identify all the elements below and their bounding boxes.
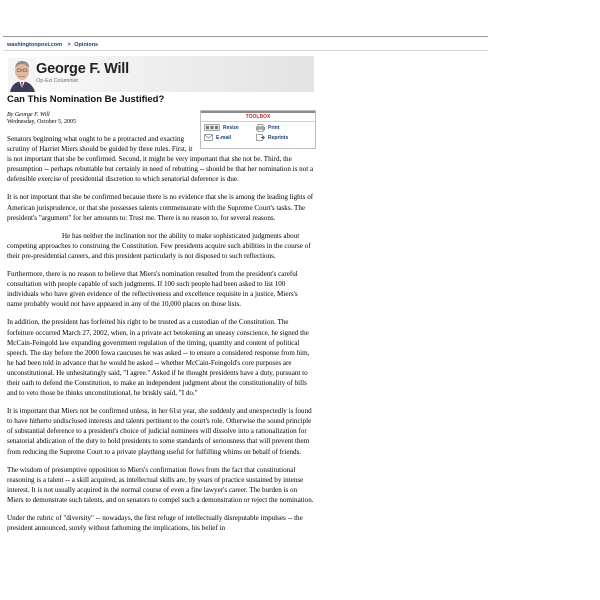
- article-paragraph-6: It is important that Miers not be confirmed unless, in her 61st year, she suddenly and unexpectedly is found to have hitherto undisclosed interests and talents pertinent to the court's role. Otherwise the sound principle of substantial deference to a president's choice of judicial nominees will dissolve into a rationalization for senatorial abdication of the duty to hold presidents to some standards of seriousness that will prevent them from reducing the Supreme Court to a private plaything useful for fulfilling whims on behalf of friends.: [7, 407, 312, 456]
- print-label: Print: [268, 125, 280, 131]
- columnist-banner: [6, 56, 314, 92]
- columnist-subtitle-suffix: Columnist: [53, 78, 78, 84]
- columnist-subtitle: [36, 78, 78, 84]
- resize-label: Resize: [223, 125, 239, 131]
- article-byline: [7, 112, 76, 126]
- article-paragraph-1: Senators beginning what ought to be a protracted and exacting scrutiny of Harriet Miers should be guided by three rules. First, it is not important that she be confirmed. Second, it might be very important that she not be. Third, the presumption -- perhaps rebuttable but certainly in need of rebutting -- should be that her nomination is not a defensible exercise of presidential discretion to which senatorial deference is due.: [7, 135, 314, 184]
- toolbox-title: TOOLBOX: [201, 111, 315, 122]
- columnist-subtitle-prefix: Op-Ed: [36, 78, 52, 84]
- article-paragraph-7: The wisdom of presumptive opposition to Miers's confirmation flows from the fact that constitutional reasoning is a talent -- a skill acquired, as intellectual skills are, by years of practice sustained by intense interest. It is not usually acquired in the normal course of even a fine lawyer's career. The burden is on Miers to demonstrate such talents, and on senators to compel such a demonstration or reject the nomination.: [7, 465, 314, 504]
- email-label: E-mail: [216, 135, 232, 141]
- print-button[interactable]: [256, 125, 296, 132]
- top-divider: [3, 36, 488, 37]
- article-headline: Can This Nomination Be Justified?: [7, 94, 165, 105]
- article-paragraph-2: It is not important that she be confirmed because there is no evidence that she is among the leading lights of American jurisprudence, or that she possesses talents commensurate with the Supreme Court's tasks. The president's "argument" for her amounts to: Trust me. There is no reason to, for several reasons.: [7, 193, 314, 222]
- article-paragraph-8: Under the rubric of "diversity" -- nowadays, the first refuge of intellectually disreputable impulses -- the president announced, surely without fathoming the implications, his belief in: [7, 514, 303, 533]
- columnist-photo: [8, 58, 36, 92]
- article-paragraph-3: He has neither the inclination nor the ability to make sophisticated judgments about competing approaches to construing the Constitution. Few presidents acquire such abilities in the course of their pre-presidential careers, and this president particularly is not disposed to such reflections.: [7, 231, 311, 260]
- article-paragraph-5: In addition, the president has forfeited his right to be trusted as a custodian of the Constitution. The forfeiture occurred March 27, 2002, when, in a private act betokening an uneasy conscience, he signed the McCain-Feingold law expanding government regulation of the timing, quantity and content of political speech. The day before the 2000 Iowa caucuses he was asked -- to ensure a considered response from him, he had been told in advance that he would be asked -- whether McCain-Feingold's core purposes are unconstitutional. He unhesitatingly said, "I agree." Asked if he thought presidents have a duty, pursuant to their oath to defend the Constitution, to make an independent judgment about the constitutionality of bills and to veto those he thinks unconstitutional, he briskly said, "I do.": [7, 318, 310, 398]
- breadcrumb-home-link[interactable]: washingtonpost.com: [7, 42, 62, 48]
- toolbox-float-spacer: [196, 134, 314, 148]
- article-date: Wednesday, October 5, 2005: [7, 119, 76, 125]
- byline-author: By George F. Will: [7, 112, 50, 118]
- article-body: [7, 134, 314, 541]
- breadcrumb-separator: >: [67, 42, 71, 48]
- breadcrumb-opinions-link[interactable]: Opinions: [74, 42, 99, 48]
- reprints-label: Reprints: [268, 135, 289, 141]
- breadcrumb: [3, 40, 488, 51]
- article-paragraph-4: Furthermore, there is no reason to believe that Miers's nomination resulted from the president's careful consultation with people capable of such judgments. If 100 such people had been asked to list 100 individuals who have given evidence of the reflectiveness and excellence requisite in a justice, Miers's name probably would not have appeared in any of the 10,000 places on those lists.: [7, 270, 298, 309]
- resize-icon: [204, 124, 220, 131]
- resize-button[interactable]: [204, 125, 250, 132]
- print-icon: [256, 124, 265, 132]
- columnist-name: George F. Will: [36, 61, 129, 77]
